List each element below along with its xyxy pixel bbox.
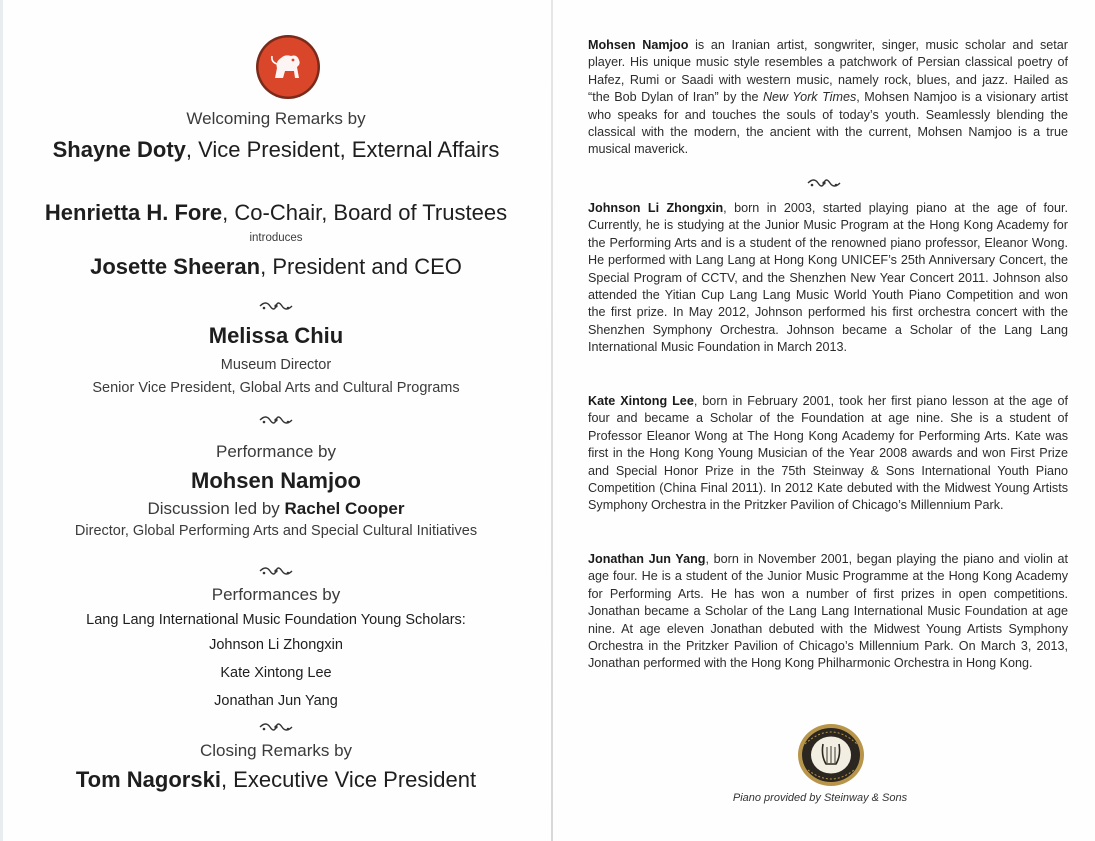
speaker-henrietta-fore [0, 200, 552, 226]
lion-emblem-icon [255, 34, 321, 100]
scholar-item: Johnson Li Zhongxin [209, 637, 343, 653]
scholar-item: Kate Xintong Lee [220, 665, 332, 681]
speaker-josette-sheeran [0, 254, 552, 280]
discussion-line [0, 499, 552, 519]
flourish-ornament-icon [0, 299, 552, 313]
director-name [0, 323, 552, 349]
flourish-ornament-icon [553, 176, 1095, 190]
director-name-text: Melissa Chiu [208, 323, 344, 348]
performances-label: Performances by [211, 585, 341, 604]
speaker-name: Shayne Doty [52, 137, 186, 162]
speaker-shayne-doty [0, 137, 552, 163]
bio-jonathan-jun-yang [588, 551, 1068, 673]
director-title-2: Senior Vice President, Global Arts and Cultural Programs [92, 380, 460, 396]
piano-credit: Piano provided by Steinway & Sons [732, 792, 908, 804]
bio-name: Mohsen Namjoo [588, 38, 689, 52]
speaker-title: , Vice President, External Affairs [185, 137, 500, 162]
bio-name: Jonathan Jun Yang [588, 552, 706, 566]
speaker-title: , Co-Chair, Board of Trustees [222, 200, 508, 225]
discussion-label: Discussion led by [147, 499, 285, 518]
bio-johnson-li-zhongxin [588, 200, 1068, 357]
performance-label: Performance by [216, 442, 336, 461]
bio-text: , born in February 2001, took her first piano lesson at the age of four and became a Scholar of the Foundation at age nine. She is a student of Professor Eleanor Wong at The Hong Kong Academy for Performing Arts. Kate was first in the Hong Kong Young Musician of the Year 2008 awards and won First Prize and Special Honor Prize in the 75th Steinway & Sons International Youth Piano Competition (China Final 2011). In 2012 Kate debuted with the Midwest Young Artists Symphony Orchestra in the Pritzker Pavilion of Chicago’s Millennium Park. [588, 394, 1069, 513]
introduces-label: introduces [249, 232, 303, 244]
closing-remarks-label: Closing Remarks by [199, 741, 353, 760]
bio-name: Johnson Li Zhongxin [588, 201, 724, 215]
speaker-name: Josette Sheeran [90, 254, 261, 279]
bio-text: is an Iranian artist, songwriter, singer, music scholar and setar player. His unique music style resembles a patchwork of Persian classical poetry of Hafez, Rumi or Saadi with western music, namely rock, blues, and jazz. Hailed as “the Bob Dylan of Iran” by the [588, 38, 1068, 105]
flourish-ornament-icon [0, 413, 552, 427]
performer-name [0, 468, 552, 494]
bio-mohsen-namjoo [588, 37, 1068, 159]
bio-name: Kate Xintong Lee [588, 394, 694, 408]
discussion-name: Rachel Cooper [284, 499, 405, 518]
bio-text: , born in 2003, started playing piano at the age of four. Currently, he is studying at the Junior Music Program at the Hong Kong Academy for the Performing Arts and is a student of the renowned piano professor, Eleanor Wong. He performed with Lang Lang at Hong Kong UNICEF’s 25th Anniversary Concert, the Special Program of CCTV, and the Shenzhen New Year Concert 2011. Johnson also attended the Yitian Cup Lang Lang Music World Youth Piano Competition and won the first prize. In May 2012, Johnson performed his first orchestra concert with the Shenzhen Symphony Orchestra. Johnson became a Scholar of the Lang Lang International Music Foundation in March 2013. [588, 201, 1068, 355]
performer-name-text: Mohsen Namjoo [191, 468, 361, 493]
bio-text: , Mohsen Namjoo is a visionary artist who speaks for and touches the souls of today’s youth. Seamlessly blending the classical with the modern, the ancient with the current, Mohsen Namjoo is a true musical maverick. [588, 90, 1068, 157]
scholars-label: Lang Lang International Music Foundation Young Scholars: [86, 612, 466, 628]
flourish-ornament-icon [0, 564, 552, 578]
steinway-lyre-seal-icon [796, 722, 866, 788]
flourish-ornament-icon [0, 720, 552, 734]
speaker-tom-nagorski [0, 767, 552, 793]
discussion-title: Director, Global Performing Arts and Special Cultural Initiatives [74, 523, 478, 539]
bio-text: , born in November 2001, began playing the piano and violin at age four. He is a student of the Junior Music Programme at the Hong Kong Academy for Performing Arts. He has won a number of first prizes in open competitions. Jonathan became a Scholar of the Lang Lang International Music Foundation at age nine. At age eleven Jonathan debuted with the Midwest Young Artists Symphony Orchestra in the Pritzker Pavilion of Chicago’s Millennium Park. On March 3, 2013, Jonathan performed with the Hong Kong Philharmonic Orchestra in Hong Kong. [588, 552, 1068, 671]
bio-kate-xintong-lee [588, 393, 1068, 515]
bio-publication: New York Times [762, 90, 857, 105]
speaker-name: Tom Nagorski [75, 767, 221, 792]
speaker-title: , Executive Vice President [220, 767, 477, 792]
scholar-item: Jonathan Jun Yang [214, 693, 338, 709]
director-title-1: Museum Director [220, 357, 332, 373]
welcoming-remarks-label: Welcoming Remarks by [186, 109, 366, 128]
speaker-name: Henrietta H. Fore [44, 200, 223, 225]
speaker-title: , President and CEO [260, 254, 462, 279]
